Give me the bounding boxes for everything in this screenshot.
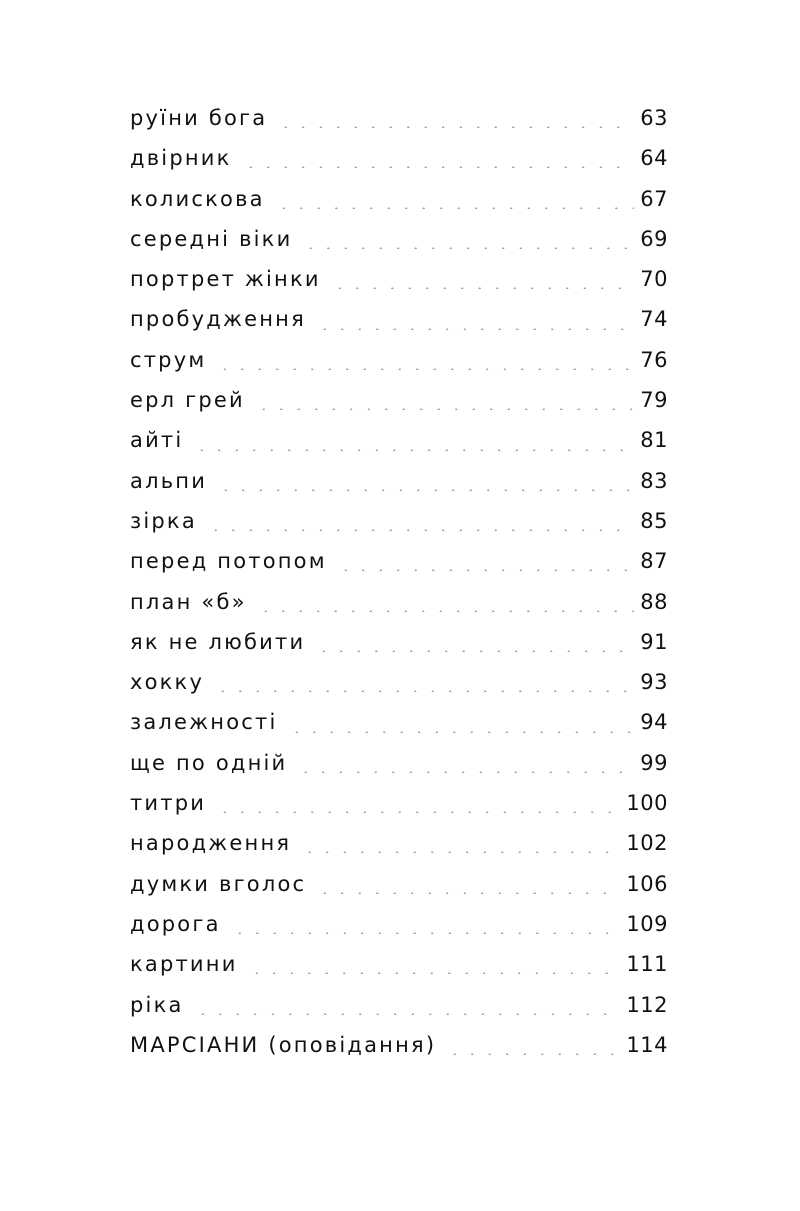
toc-entry-title: думки вголос	[130, 871, 307, 896]
toc-entry-page: 79	[640, 388, 668, 413]
toc-dot-leader	[217, 489, 634, 491]
toc-entry-title: середні віки	[130, 226, 293, 251]
toc-entry[interactable]	[130, 944, 668, 984]
toc-entry-page: 114	[626, 1032, 668, 1057]
toc-entry-page: 69	[640, 226, 668, 251]
toc-entry-title: хокку	[130, 670, 205, 695]
toc-entry-page: 88	[640, 589, 668, 614]
toc-dot-leader	[302, 247, 634, 249]
toc-dot-leader	[288, 731, 635, 733]
toc-entry-page: 63	[640, 106, 668, 130]
toc-dot-leader	[193, 449, 634, 451]
toc-entry-title: пробудження	[130, 307, 306, 332]
toc-entry-page: 74	[640, 307, 668, 332]
toc-dot-leader	[446, 1053, 620, 1055]
toc-entry[interactable]	[130, 420, 668, 460]
toc-entry-page: 106	[626, 871, 668, 896]
toc-dot-leader	[297, 771, 634, 773]
toc-entry-title: дорога	[130, 911, 221, 936]
toc-entry[interactable]	[130, 340, 668, 380]
toc-dot-leader	[207, 529, 634, 531]
toc-entry-page: 83	[640, 468, 668, 493]
toc-entry-page: 99	[640, 750, 668, 775]
toc-entry-title: струм	[130, 347, 207, 372]
toc-dot-leader	[316, 328, 634, 330]
toc-entry-title: зірка	[130, 508, 197, 533]
toc-dot-leader	[248, 972, 621, 974]
toc-entry[interactable]	[130, 783, 668, 823]
table-of-contents	[130, 98, 668, 1065]
toc-dot-leader	[255, 408, 634, 410]
toc-entry-title: титри	[130, 791, 207, 816]
toc-entry[interactable]	[130, 98, 668, 138]
toc-entry[interactable]	[130, 501, 668, 541]
toc-entry-page: 112	[626, 992, 668, 1017]
toc-entry[interactable]	[130, 179, 668, 219]
toc-entry[interactable]	[130, 380, 668, 420]
toc-entry-title: колискова	[130, 186, 265, 211]
toc-entry-title: перед потопом	[130, 549, 327, 574]
toc-entry-title: альпи	[130, 468, 208, 493]
toc-dot-leader	[277, 126, 634, 128]
toc-entry[interactable]	[130, 823, 668, 863]
toc-entry-title: як не любити	[130, 629, 306, 654]
toc-entry[interactable]	[130, 219, 668, 259]
toc-entry-page: 109	[626, 911, 668, 936]
toc-entry[interactable]	[130, 904, 668, 944]
toc-dot-leader	[275, 207, 635, 209]
toc-entry-page: 85	[640, 508, 668, 533]
toc-entry-title: народження	[130, 831, 292, 856]
toc-entry-page: 67	[640, 186, 668, 211]
toc-entry-title: МАРСІАНИ (оповідання)	[130, 1032, 437, 1057]
toc-entry-title: план «б»	[130, 589, 247, 614]
toc-dot-leader	[301, 851, 620, 853]
toc-entry[interactable]	[130, 743, 668, 783]
toc-entry[interactable]	[130, 662, 668, 702]
toc-dot-leader	[216, 368, 634, 370]
toc-entry-page: 81	[640, 428, 668, 453]
toc-entry[interactable]	[130, 461, 668, 501]
toc-entry-page: 64	[640, 146, 668, 171]
toc-entry-page: 100	[626, 791, 668, 816]
toc-entry-page: 111	[626, 952, 668, 977]
toc-dot-leader	[214, 690, 634, 692]
toc-entry[interactable]	[130, 259, 668, 299]
toc-entry-title: руїни бога	[130, 106, 268, 130]
toc-entry-page: 93	[640, 670, 668, 695]
toc-entry-page: 76	[640, 347, 668, 372]
toc-dot-leader	[194, 1013, 621, 1015]
toc-dot-leader	[242, 166, 635, 168]
toc-dot-leader	[315, 650, 634, 652]
toc-dot-leader	[231, 932, 621, 934]
toc-entry[interactable]	[130, 541, 668, 581]
toc-entry-title: ріка	[130, 992, 184, 1017]
toc-entry[interactable]	[130, 1025, 668, 1065]
toc-entry-title: ерл грей	[130, 388, 245, 413]
toc-dot-leader	[331, 287, 635, 289]
toc-entry-page: 102	[626, 831, 668, 856]
toc-entry-title: залежності	[130, 710, 278, 735]
toc-entry-title: портрет жінки	[130, 267, 321, 292]
toc-entry[interactable]	[130, 702, 668, 742]
toc-entry-title: двірник	[130, 146, 232, 171]
toc-dot-leader	[216, 811, 620, 813]
toc-entry-title: картини	[130, 952, 238, 977]
toc-entry[interactable]	[130, 622, 668, 662]
toc-dot-leader	[337, 569, 634, 571]
toc-entry-page: 94	[640, 710, 668, 735]
toc-entry-page: 91	[640, 629, 668, 654]
toc-dot-leader	[316, 892, 620, 894]
toc-entry[interactable]	[130, 985, 668, 1025]
toc-entry-title: ще по одній	[130, 750, 288, 775]
toc-entry-title: айті	[130, 428, 184, 453]
toc-entry[interactable]	[130, 138, 668, 178]
toc-entry[interactable]	[130, 864, 668, 904]
toc-entry[interactable]	[130, 582, 668, 622]
toc-entry-page: 70	[640, 267, 668, 292]
toc-entry[interactable]	[130, 299, 668, 339]
toc-dot-leader	[257, 610, 635, 612]
toc-entry-page: 87	[640, 549, 668, 574]
